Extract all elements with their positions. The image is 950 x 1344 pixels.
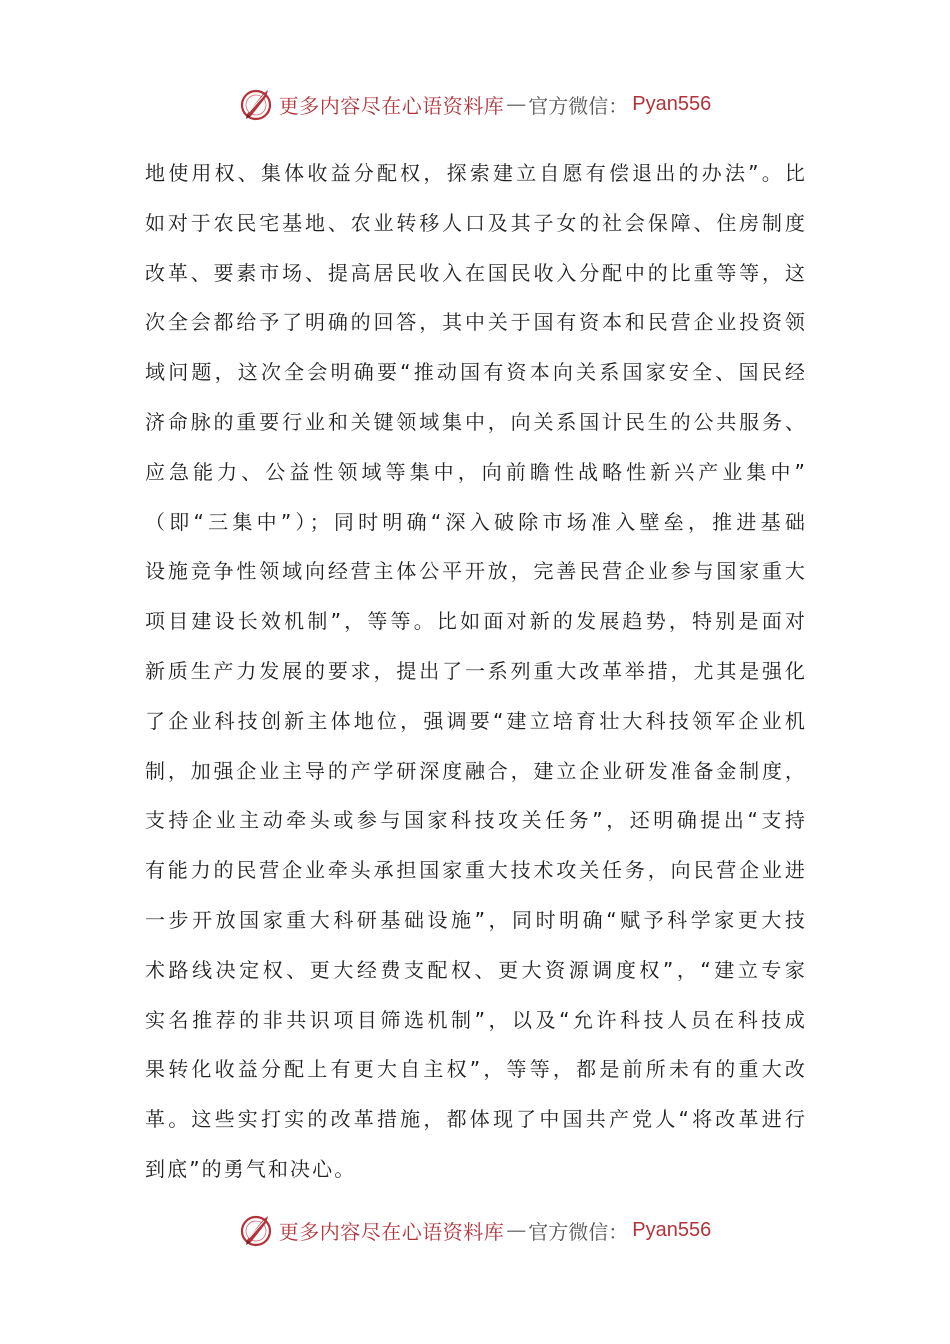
text-line: 域问题，这次全会明确要“推动国有资本向关系国家安全、国民经 xyxy=(145,360,807,385)
footer-banner xyxy=(0,1208,950,1252)
text-line: 有能力的民营企业牵头承担国家重大技术攻关任务，向民营企业进 xyxy=(145,858,807,883)
text-line: 次全会都给予了明确的回答，其中关于国有资本和民营企业投资领 xyxy=(145,310,807,335)
text-line: 地使用权、集体收益分配权，探索建立自愿有偿退出的办法”。比 xyxy=(145,161,807,185)
text-line: 革。这些实打实的改革措施，都体现了中国共产党人“将改革进行 xyxy=(145,1107,807,1132)
pen-logo-icon xyxy=(239,86,275,122)
footer-dash: — xyxy=(506,1218,527,1242)
header-wechat-id: Pyan556 xyxy=(632,92,712,115)
text-line: 设施竞争性领域向经营主体公平开放，完善民营企业参与国家重大 xyxy=(145,559,807,584)
footer-wechat-label: 官方微信： xyxy=(528,1219,629,1244)
text-line: 制，加强企业主导的产学研深度融合，建立企业研发准备金制度， xyxy=(145,758,807,783)
text-line: 果转化收益分配上有更大自主权”，等等，都是前所未有的重大改 xyxy=(145,1057,807,1082)
text-line: 改革、要素市场、提高居民收入在国民收入分配中的比重等等，这 xyxy=(145,260,807,285)
text-line: 一步开放国家重大科研基础设施”，同时明确“赋予科学家更大技 xyxy=(145,907,807,932)
footer-site-text: 更多内容尽在心语资料库 xyxy=(278,1219,505,1244)
text-line-last: 到底”的勇气和决心。 xyxy=(145,1156,357,1181)
text-line: 济命脉的重要行业和关键领域集中，向关系国计民生的公共服务、 xyxy=(145,409,807,434)
text-line: 实名推荐的非共识项目筛选机制”，以及“允许科技人员在科技成 xyxy=(145,1007,807,1032)
footer-wechat-id: Pyan556 xyxy=(632,1218,712,1241)
text-line: 如对于农民宅基地、农业转移人口及其子女的社会保障、住房制度 xyxy=(145,210,807,235)
pen-logo-icon xyxy=(239,1212,275,1248)
text-line: 术路线决定权、更大经费支配权、更大资源调度权”，“建立专家 xyxy=(145,957,807,982)
text-line: 应急能力、公益性领域等集中，向前瞻性战略性新兴产业集中” xyxy=(145,459,807,484)
text-line: 了企业科技创新主体地位，强调要“建立培育壮大科技领军企业机 xyxy=(145,708,807,733)
header-wechat-label: 官方微信： xyxy=(528,93,629,118)
document-body xyxy=(145,149,807,1195)
text-line: 新质生产力发展的要求，提出了一系列重大改革举措，尤其是强化 xyxy=(145,658,807,683)
header-dash: — xyxy=(506,92,527,116)
header-banner xyxy=(0,82,950,126)
header-site-text: 更多内容尽在心语资料库 xyxy=(278,93,505,118)
text-line: 支持企业主动牵头或参与国家科技攻关任务”，还明确提出“支持 xyxy=(145,808,807,833)
text-line: （即“三集中”）；同时明确“深入破除市场准入壁垒，推进基础 xyxy=(145,509,807,534)
text-line: 项目建设长效机制”，等等。比如面对新的发展趋势，特别是面对 xyxy=(145,609,807,634)
